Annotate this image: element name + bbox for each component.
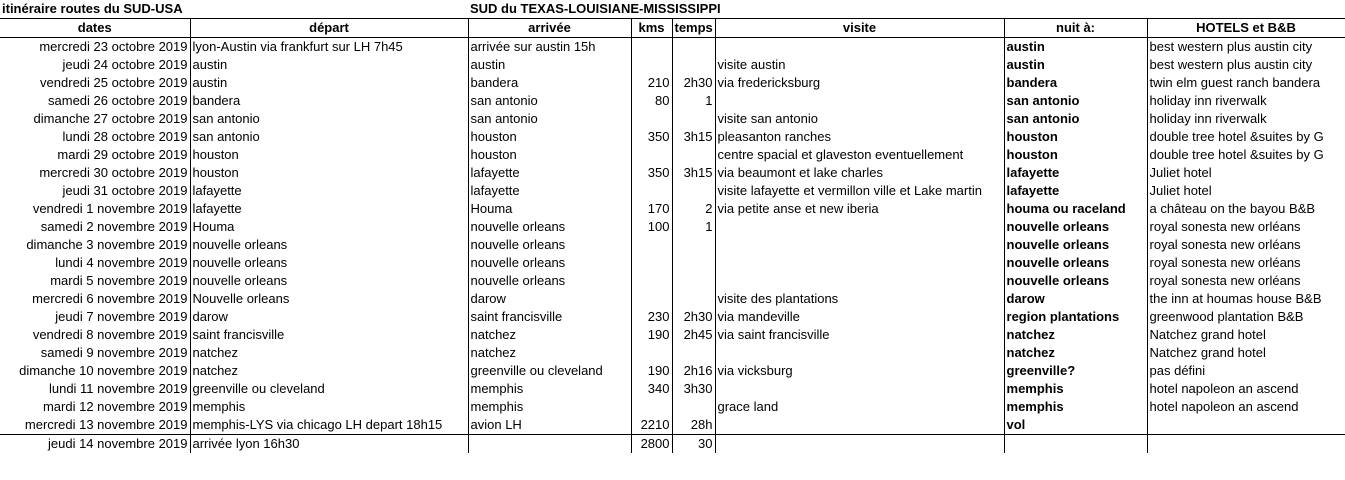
cell-date[interactable]: mardi 29 octobre 2019 bbox=[0, 146, 190, 164]
table-row bbox=[0, 146, 1345, 164]
cell-nuit[interactable]: natchez bbox=[1004, 344, 1147, 362]
cell-kms[interactable]: 170 bbox=[631, 200, 672, 218]
cell-depart[interactable]: nouvelle orleans bbox=[190, 272, 468, 290]
cell-visite[interactable]: via saint francisville bbox=[715, 326, 1004, 344]
cell-arrivee[interactable]: natchez bbox=[468, 344, 631, 362]
cell-kms[interactable]: 190 bbox=[631, 362, 672, 380]
cell-temps[interactable] bbox=[672, 398, 715, 416]
cell-depart[interactable]: Nouvelle orleans bbox=[190, 290, 468, 308]
cell-hotel[interactable]: royal sonesta new orléans bbox=[1147, 272, 1345, 290]
cell-nuit[interactable]: greenville? bbox=[1004, 362, 1147, 380]
table-row bbox=[0, 218, 1345, 236]
cell-visite[interactable] bbox=[715, 218, 1004, 236]
cell-kms[interactable]: 2210 bbox=[631, 416, 672, 435]
cell-date[interactable]: lundi 11 novembre 2019 bbox=[0, 380, 190, 398]
cell-kms[interactable] bbox=[631, 254, 672, 272]
cell-nuit[interactable]: san antonio bbox=[1004, 92, 1147, 110]
cell-arrivee[interactable]: houston bbox=[468, 146, 631, 164]
cell-kms[interactable] bbox=[631, 398, 672, 416]
cell-visite[interactable]: via vicksburg bbox=[715, 362, 1004, 380]
cell-depart[interactable]: san antonio bbox=[190, 110, 468, 128]
cell-hotel[interactable]: Juliet hotel bbox=[1147, 182, 1345, 200]
cell-date[interactable]: jeudi 24 octobre 2019 bbox=[0, 56, 190, 74]
cell-date[interactable]: mardi 5 novembre 2019 bbox=[0, 272, 190, 290]
cell-date[interactable]: vendredi 8 novembre 2019 bbox=[0, 326, 190, 344]
cell-arrivee[interactable]: saint francisville bbox=[468, 308, 631, 326]
cell-date[interactable]: dimanche 3 novembre 2019 bbox=[0, 236, 190, 254]
cell-nuit[interactable]: lafayette bbox=[1004, 164, 1147, 182]
cell-kms[interactable]: 350 bbox=[631, 164, 672, 182]
cell-arrivee[interactable]: avion LH bbox=[468, 416, 631, 435]
header-kms[interactable]: kms bbox=[631, 19, 672, 38]
cell-temps[interactable]: 2h16 bbox=[672, 362, 715, 380]
cell-nuit[interactable]: houston bbox=[1004, 146, 1147, 164]
cell-arrivee[interactable]: san antonio bbox=[468, 92, 631, 110]
header-temps[interactable]: temps bbox=[672, 19, 715, 38]
cell-temps[interactable] bbox=[672, 290, 715, 308]
cell-date[interactable]: jeudi 31 octobre 2019 bbox=[0, 182, 190, 200]
cell-depart[interactable]: lyon-Austin via frankfurt sur LH 7h45 bbox=[190, 38, 468, 57]
title-empty-cell[interactable] bbox=[1147, 0, 1345, 19]
cell-visite[interactable]: pleasanton ranches bbox=[715, 128, 1004, 146]
cell-kms[interactable]: 350 bbox=[631, 128, 672, 146]
cell-depart[interactable]: arrivée lyon 16h30 bbox=[190, 435, 468, 454]
cell-nuit[interactable]: region plantations bbox=[1004, 308, 1147, 326]
cell-depart[interactable]: houston bbox=[190, 164, 468, 182]
cell-arrivee[interactable]: Houma bbox=[468, 200, 631, 218]
table-row bbox=[0, 92, 1345, 110]
cell-kms[interactable]: 230 bbox=[631, 308, 672, 326]
cell-visite[interactable]: visite des plantations bbox=[715, 290, 1004, 308]
cell-arrivee[interactable]: memphis bbox=[468, 398, 631, 416]
cell-hotel[interactable]: holiday inn riverwalk bbox=[1147, 92, 1345, 110]
cell-kms[interactable] bbox=[631, 146, 672, 164]
cell-hotel[interactable] bbox=[1147, 416, 1345, 435]
cell-date[interactable]: samedi 26 octobre 2019 bbox=[0, 92, 190, 110]
cell-temps[interactable] bbox=[672, 236, 715, 254]
cell-visite[interactable] bbox=[715, 380, 1004, 398]
cell-arrivee[interactable] bbox=[468, 435, 631, 454]
cell-depart[interactable]: bandera bbox=[190, 92, 468, 110]
table-row bbox=[0, 380, 1345, 398]
cell-nuit[interactable]: natchez bbox=[1004, 326, 1147, 344]
cell-date[interactable]: samedi 9 novembre 2019 bbox=[0, 344, 190, 362]
cell-kms[interactable] bbox=[631, 344, 672, 362]
cell-hotel[interactable]: double tree hotel &suites by G bbox=[1147, 128, 1345, 146]
cell-hotel[interactable]: hotel napoleon an ascend bbox=[1147, 398, 1345, 416]
cell-temps[interactable]: 3h30 bbox=[672, 380, 715, 398]
cell-hotel[interactable]: royal sonesta new orléans bbox=[1147, 254, 1345, 272]
cell-depart[interactable]: nouvelle orleans bbox=[190, 236, 468, 254]
cell-hotel[interactable]: best western plus austin city bbox=[1147, 38, 1345, 57]
cell-visite[interactable] bbox=[715, 272, 1004, 290]
cell-visite[interactable] bbox=[715, 236, 1004, 254]
cell-depart[interactable]: lafayette bbox=[190, 200, 468, 218]
cell-visite[interactable] bbox=[715, 344, 1004, 362]
cell-hotel[interactable]: hotel napoleon an ascend bbox=[1147, 380, 1345, 398]
cell-date[interactable]: mercredi 13 novembre 2019 bbox=[0, 416, 190, 435]
table-row bbox=[0, 254, 1345, 272]
cell-hotel[interactable]: twin elm guest ranch bandera bbox=[1147, 74, 1345, 92]
cell-kms[interactable]: 210 bbox=[631, 74, 672, 92]
cell-temps[interactable]: 2h45 bbox=[672, 326, 715, 344]
title-empty-cell[interactable] bbox=[1004, 0, 1147, 19]
table-row bbox=[0, 290, 1345, 308]
cell-temps[interactable] bbox=[672, 38, 715, 57]
cell-hotel[interactable] bbox=[1147, 435, 1345, 454]
cell-arrivee[interactable]: nouvelle orleans bbox=[468, 254, 631, 272]
cell-temps[interactable]: 1 bbox=[672, 92, 715, 110]
table-row bbox=[0, 344, 1345, 362]
table-row bbox=[0, 416, 1345, 435]
cell-arrivee[interactable]: natchez bbox=[468, 326, 631, 344]
cell-temps[interactable]: 3h15 bbox=[672, 128, 715, 146]
cell-hotel[interactable]: Juliet hotel bbox=[1147, 164, 1345, 182]
table-row bbox=[0, 435, 1345, 454]
table-row bbox=[0, 38, 1345, 57]
table-row bbox=[0, 308, 1345, 326]
cell-date[interactable]: mercredi 30 octobre 2019 bbox=[0, 164, 190, 182]
cell-arrivee[interactable]: darow bbox=[468, 290, 631, 308]
cell-nuit[interactable]: nouvelle orleans bbox=[1004, 218, 1147, 236]
cell-visite[interactable]: via mandeville bbox=[715, 308, 1004, 326]
header-hotels[interactable]: HOTELS et B&B bbox=[1147, 19, 1345, 38]
table-row bbox=[0, 128, 1345, 146]
cell-hotel[interactable]: Natchez grand hotel bbox=[1147, 326, 1345, 344]
cell-hotel[interactable]: Natchez grand hotel bbox=[1147, 344, 1345, 362]
cell-kms[interactable] bbox=[631, 272, 672, 290]
cell-nuit[interactable]: memphis bbox=[1004, 380, 1147, 398]
header-row bbox=[0, 19, 1345, 38]
cell-temps[interactable] bbox=[672, 56, 715, 74]
cell-depart[interactable]: austin bbox=[190, 56, 468, 74]
cell-depart[interactable]: lafayette bbox=[190, 182, 468, 200]
cell-nuit[interactable]: san antonio bbox=[1004, 110, 1147, 128]
cell-kms[interactable] bbox=[631, 38, 672, 57]
cell-temps[interactable]: 1 bbox=[672, 218, 715, 236]
cell-depart[interactable]: houston bbox=[190, 146, 468, 164]
cell-nuit[interactable]: nouvelle orleans bbox=[1004, 254, 1147, 272]
cell-depart[interactable]: memphis-LYS via chicago LH depart 18h15 bbox=[190, 416, 468, 435]
cell-arrivee[interactable]: arrivée sur austin 15h bbox=[468, 38, 631, 57]
cell-arrivee[interactable]: houston bbox=[468, 128, 631, 146]
cell-nuit[interactable]: vol bbox=[1004, 416, 1147, 435]
cell-arrivee[interactable]: nouvelle orleans bbox=[468, 236, 631, 254]
cell-hotel[interactable]: greenwood plantation B&B bbox=[1147, 308, 1345, 326]
cell-depart[interactable]: memphis bbox=[190, 398, 468, 416]
cell-visite[interactable]: centre spacial et glaveston eventuellement bbox=[715, 146, 1004, 164]
sheet-title[interactable]: itinéraire routes du SUD-USA bbox=[0, 0, 468, 19]
cell-date[interactable]: dimanche 10 novembre 2019 bbox=[0, 362, 190, 380]
cell-date[interactable]: vendredi 1 novembre 2019 bbox=[0, 200, 190, 218]
cell-kms[interactable]: 190 bbox=[631, 326, 672, 344]
cell-hotel[interactable]: royal sonesta new orléans bbox=[1147, 236, 1345, 254]
cell-nuit[interactable]: houma ou raceland bbox=[1004, 200, 1147, 218]
cell-nuit[interactable]: darow bbox=[1004, 290, 1147, 308]
table-row bbox=[0, 398, 1345, 416]
cell-visite[interactable]: visite austin bbox=[715, 56, 1004, 74]
cell-temps[interactable] bbox=[672, 146, 715, 164]
cell-temps[interactable] bbox=[672, 182, 715, 200]
cell-date[interactable]: jeudi 7 novembre 2019 bbox=[0, 308, 190, 326]
cell-visite[interactable] bbox=[715, 38, 1004, 57]
cell-kms[interactable] bbox=[631, 290, 672, 308]
cell-temps[interactable]: 2h30 bbox=[672, 74, 715, 92]
cell-hotel[interactable]: double tree hotel &suites by G bbox=[1147, 146, 1345, 164]
cell-arrivee[interactable]: nouvelle orleans bbox=[468, 218, 631, 236]
cell-visite[interactable]: via petite anse et new iberia bbox=[715, 200, 1004, 218]
table-row bbox=[0, 164, 1345, 182]
cell-date[interactable]: lundi 4 novembre 2019 bbox=[0, 254, 190, 272]
cell-arrivee[interactable]: nouvelle orleans bbox=[468, 272, 631, 290]
cell-date[interactable]: dimanche 27 octobre 2019 bbox=[0, 110, 190, 128]
cell-depart[interactable]: austin bbox=[190, 74, 468, 92]
header-dates[interactable]: dates bbox=[0, 19, 190, 38]
cell-hotel[interactable]: the inn at houmas house B&B bbox=[1147, 290, 1345, 308]
cell-date[interactable]: samedi 2 novembre 2019 bbox=[0, 218, 190, 236]
cell-nuit[interactable]: houston bbox=[1004, 128, 1147, 146]
cell-nuit[interactable]: austin bbox=[1004, 56, 1147, 74]
cell-hotel[interactable]: royal sonesta new orléans bbox=[1147, 218, 1345, 236]
cell-kms[interactable] bbox=[631, 182, 672, 200]
cell-arrivee[interactable]: lafayette bbox=[468, 182, 631, 200]
cell-visite[interactable]: via fredericksburg bbox=[715, 74, 1004, 92]
cell-depart[interactable]: greenville ou cleveland bbox=[190, 380, 468, 398]
cell-nuit[interactable]: austin bbox=[1004, 38, 1147, 57]
cell-temps[interactable]: 30 bbox=[672, 435, 715, 454]
table-row bbox=[0, 362, 1345, 380]
table-row bbox=[0, 74, 1345, 92]
cell-visite[interactable] bbox=[715, 254, 1004, 272]
cell-depart[interactable]: darow bbox=[190, 308, 468, 326]
cell-hotel[interactable]: a château on the bayou B&B bbox=[1147, 200, 1345, 218]
cell-depart[interactable]: Houma bbox=[190, 218, 468, 236]
cell-arrivee[interactable]: austin bbox=[468, 56, 631, 74]
cell-visite[interactable] bbox=[715, 435, 1004, 454]
cell-temps[interactable]: 2 bbox=[672, 200, 715, 218]
cell-depart[interactable]: saint francisville bbox=[190, 326, 468, 344]
cell-depart[interactable]: nouvelle orleans bbox=[190, 254, 468, 272]
header-nuit[interactable]: nuit à: bbox=[1004, 19, 1147, 38]
header-arrivee[interactable]: arrivée bbox=[468, 19, 631, 38]
table-row bbox=[0, 56, 1345, 74]
cell-kms[interactable] bbox=[631, 110, 672, 128]
cell-temps[interactable] bbox=[672, 272, 715, 290]
cell-kms[interactable]: 2800 bbox=[631, 435, 672, 454]
cell-arrivee[interactable]: bandera bbox=[468, 74, 631, 92]
cell-visite[interactable]: visite lafayette et vermillon ville et Lake martin bbox=[715, 182, 1004, 200]
cell-temps[interactable]: 28h bbox=[672, 416, 715, 435]
table-row bbox=[0, 326, 1345, 344]
cell-kms[interactable]: 100 bbox=[631, 218, 672, 236]
cell-arrivee[interactable]: memphis bbox=[468, 380, 631, 398]
cell-date[interactable]: mercredi 23 octobre 2019 bbox=[0, 38, 190, 57]
header-depart[interactable]: départ bbox=[190, 19, 468, 38]
cell-depart[interactable]: natchez bbox=[190, 344, 468, 362]
cell-nuit[interactable]: lafayette bbox=[1004, 182, 1147, 200]
cell-arrivee[interactable]: greenville ou cleveland bbox=[468, 362, 631, 380]
cell-nuit[interactable]: nouvelle orleans bbox=[1004, 236, 1147, 254]
cell-temps[interactable]: 3h15 bbox=[672, 164, 715, 182]
cell-date[interactable]: vendredi 25 octobre 2019 bbox=[0, 74, 190, 92]
cell-temps[interactable]: 2h30 bbox=[672, 308, 715, 326]
cell-date[interactable]: jeudi 14 novembre 2019 bbox=[0, 435, 190, 454]
cell-depart[interactable]: natchez bbox=[190, 362, 468, 380]
cell-depart[interactable]: san antonio bbox=[190, 128, 468, 146]
region-title[interactable]: SUD du TEXAS-LOUISIANE-MISSISSIPPI bbox=[468, 0, 1004, 19]
cell-nuit[interactable]: bandera bbox=[1004, 74, 1147, 92]
cell-kms[interactable]: 80 bbox=[631, 92, 672, 110]
cell-kms[interactable]: 340 bbox=[631, 380, 672, 398]
cell-nuit[interactable] bbox=[1004, 435, 1147, 454]
cell-arrivee[interactable]: lafayette bbox=[468, 164, 631, 182]
table-row bbox=[0, 272, 1345, 290]
table-row bbox=[0, 200, 1345, 218]
cell-kms[interactable] bbox=[631, 56, 672, 74]
cell-date[interactable]: mardi 12 novembre 2019 bbox=[0, 398, 190, 416]
cell-visite[interactable]: grace land bbox=[715, 398, 1004, 416]
cell-date[interactable]: mercredi 6 novembre 2019 bbox=[0, 290, 190, 308]
cell-hotel[interactable]: pas défini bbox=[1147, 362, 1345, 380]
cell-temps[interactable] bbox=[672, 110, 715, 128]
total-rows bbox=[0, 435, 1345, 454]
cell-visite[interactable]: visite san antonio bbox=[715, 110, 1004, 128]
cell-temps[interactable] bbox=[672, 254, 715, 272]
cell-temps[interactable] bbox=[672, 344, 715, 362]
cell-nuit[interactable]: nouvelle orleans bbox=[1004, 272, 1147, 290]
table-row bbox=[0, 110, 1345, 128]
cell-visite[interactable] bbox=[715, 416, 1004, 435]
title-row bbox=[0, 0, 1345, 19]
cell-kms[interactable] bbox=[631, 236, 672, 254]
cell-nuit[interactable]: memphis bbox=[1004, 398, 1147, 416]
itinerary-rows bbox=[0, 38, 1345, 435]
cell-hotel[interactable]: holiday inn riverwalk bbox=[1147, 110, 1345, 128]
table-row bbox=[0, 182, 1345, 200]
cell-date[interactable]: lundi 28 octobre 2019 bbox=[0, 128, 190, 146]
cell-visite[interactable]: via beaumont et lake charles bbox=[715, 164, 1004, 182]
cell-hotel[interactable]: best western plus austin city bbox=[1147, 56, 1345, 74]
cell-visite[interactable] bbox=[715, 92, 1004, 110]
cell-arrivee[interactable]: san antonio bbox=[468, 110, 631, 128]
table-row bbox=[0, 236, 1345, 254]
header-visite[interactable]: visite bbox=[715, 19, 1004, 38]
